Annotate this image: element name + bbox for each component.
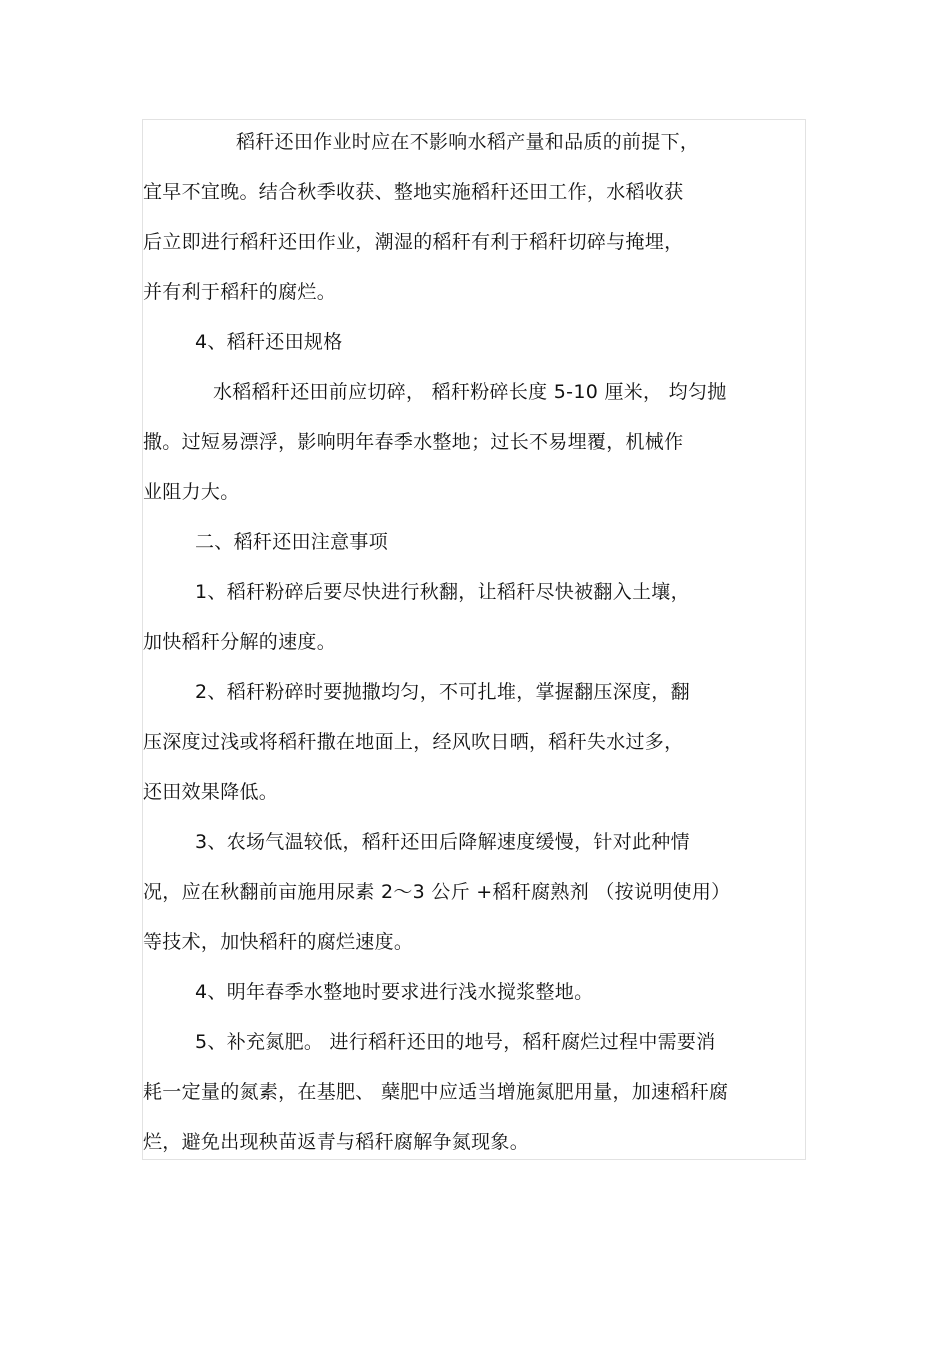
list-item-3-line-2: 况，应在秋翻前亩施用尿素 2～3 公斤 +稻秆腐熟剂 （按说明使用） xyxy=(143,881,731,903)
list-item-4-line-1: 4、明年春季水整地时要求进行浅水搅浆整地。 xyxy=(195,981,594,1003)
list-item-3-line-3: 等技术，加快稻秆的腐烂速度。 xyxy=(143,931,414,953)
list-item-5-line-3: 烂，避免出现秧苗返青与稻秆腐解争氮现象。 xyxy=(143,1131,530,1153)
list-item-5-line-2: 耗一定量的氮素，在基肥、 蘖肥中应适当增施氮肥用量，加速稻秆腐 xyxy=(143,1081,729,1103)
list-item-1-line-1: 1、稻秆粉碎后要尽快进行秋翻，让稻秆尽快被翻入土壤， xyxy=(195,581,690,603)
paragraph-line-7: 撒。过短易漂浮，影响明年春季水整地；过长不易埋覆，机械作 xyxy=(143,431,684,453)
section-heading-precautions: 二、稻秆还田注意事项 xyxy=(195,531,389,553)
paragraph-line-6: 水稻稻秆还田前应切碎， 稻秆粉碎长度 5-10 厘米， 均匀抛 xyxy=(213,381,727,403)
list-item-1-line-2: 加快稻秆分解的速度。 xyxy=(143,631,337,653)
section-heading-straw-spec: 4、稻秆还田规格 xyxy=(195,331,343,353)
paragraph-line-8: 业阻力大。 xyxy=(143,481,240,503)
list-item-5-line-1: 5、补充氮肥。 进行稻秆还田的地号，稻秆腐烂过程中需要消 xyxy=(195,1031,716,1053)
list-item-3-line-1: 3、农场气温较低，稻秆还田后降解速度缓慢，针对此种情 xyxy=(195,831,690,853)
paragraph-line-2: 宜早不宜晚。结合秋季收获、整地实施稻秆还田工作，水稻收获 xyxy=(143,181,684,203)
list-item-2-line-2: 压深度过浅或将稻秆撒在地面上，经风吹日晒，稻秆失水过多， xyxy=(143,731,684,753)
paragraph-line-1: 稻秆还田作业时应在不影响水稻产量和品质的前提下， xyxy=(236,131,700,153)
list-item-2-line-1: 2、稻秆粉碎时要抛撒均匀，不可扎堆，掌握翻压深度，翻 xyxy=(195,681,690,703)
list-item-2-line-3: 还田效果降低。 xyxy=(143,781,279,803)
paragraph-line-3: 后立即进行稻秆还田作业，潮湿的稻秆有利于稻秆切碎与掩埋， xyxy=(143,231,684,253)
paragraph-line-4: 并有利于稻秆的腐烂。 xyxy=(143,281,337,303)
